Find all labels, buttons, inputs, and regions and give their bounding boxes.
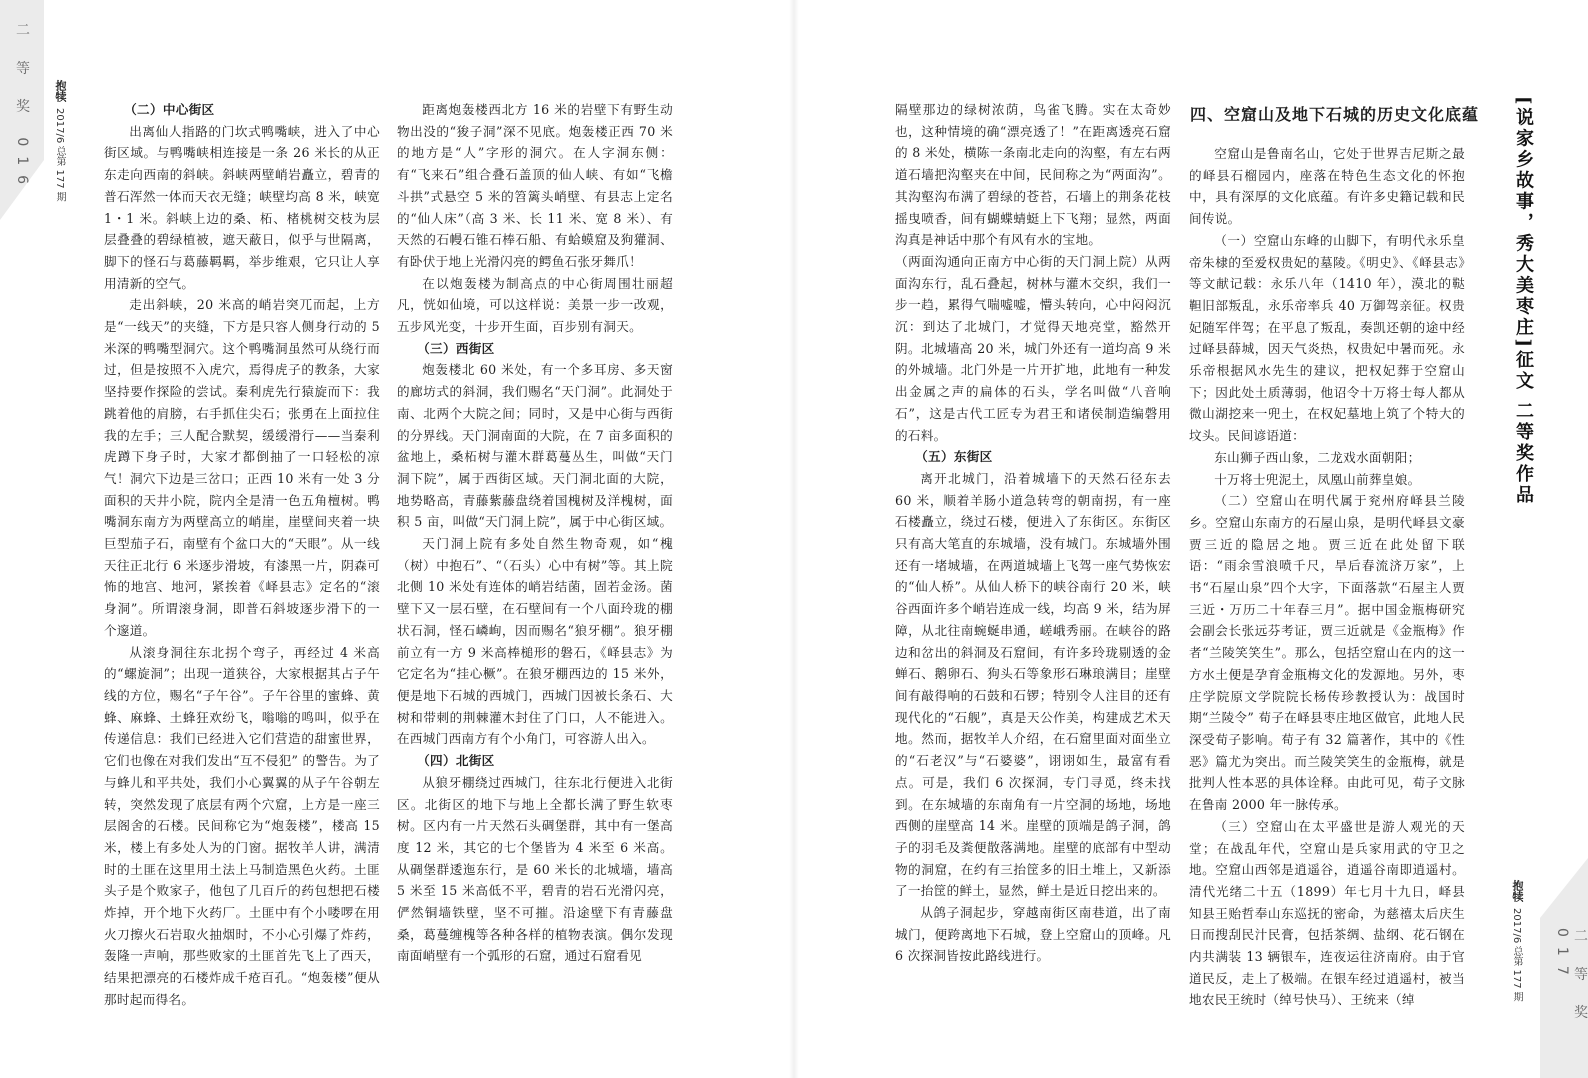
folk-verse-line: 东山狮子西山象，二龙戏水面朝阳；: [1214, 449, 1421, 465]
paragraph: 从鸽子洞起步，穿越南街区南巷道，出了南城门，便跨离地下石城，登上空窟山的顶峰。凡 6 次探洞皆按此路线进行。: [895, 905, 1171, 964]
right-tab-corner: [1540, 858, 1588, 918]
column-1: [104, 99, 380, 1011]
paragraph: 出离仙人指路的门坎式鸭嘴峡，进入了中心街区域。与鸭嘴峡相连接是一条 26 米长的从正东走向西南的斜峡。斜峡两壁峭岩矗立，碧青的普石浑然一体而天衣无缝；峡壁均高 8 米，峡宽 1・1 米。斜峡上边的桑、柘、楮桃树交枝为层层叠叠的碧绿植被，遮天蔽日，似乎与世隔离，脚下的怪石与葛藤羁羁，举步维艰，它只让人享用清新的空气。: [104, 123, 380, 291]
heading-north-district: （四）北街区: [417, 753, 495, 769]
right-journal-name: 抱犊: [1511, 880, 1524, 902]
series-title-vertical: [说家乡故事，秀大美枣庄]征文 二等奖作品: [1513, 96, 1534, 507]
column-4: [1189, 143, 1465, 1011]
left-issue-label: 2017/6 总第 177 期: [54, 108, 65, 202]
paragraph: 空窟山是鲁南名山，它处于世界吉尼斯之最的峄县石榴园内，座落在特色生态文化的怀抱中，具有深厚的文化底蕴。有许多史籍记载和民间传说。: [1189, 146, 1465, 227]
folk-verse-line: 十万将士兜泥土，凤凰山前葬皇娘。: [1214, 471, 1421, 487]
right-issue-label: 2017/6 总第 177 期: [1511, 908, 1522, 1002]
paragraph: 隔壁那边的绿树浓荫，鸟雀飞腾。实在太奇妙也，这种情境的确“漂亮透了！”在距离透亮石窟的 8 米处，横陈一条南北走向的沟壑，有左右两道石墙把沟壑夹在中间，民间称之为“两面沟”。其沟壑沟布满了碧绿的苍苔，石墙上的荆条花枝摇曳喷香，间有蝴蝶蜻蜓上下飞翔；显然，两面沟真是神话中那个有风有水的宝地。: [895, 102, 1171, 248]
column-2: [397, 99, 673, 967]
paragraph: 天门洞上院有多处自然生物奇观，如“槐（树）中抱石”、“（石头）心中有树”等。其上院北侧 10 米处有连体的峭岩结菌，固若金汤。菌壁下又一层石壁，在石壁间有一个八面玲珑的棚状石洞，怪石嶙峋，因而赐名“狼牙棚”。狼牙棚前立有一方 9 米高棒槌形的磐石，《峄县志》为它定名为“挂心橛”。在狼牙棚西边的 15 米外，便是地下石城的西城门，西城门因被长条石、大树和带刺的荆棘灌木封住了门口，人不能进入。在西城门西南方有个小角门，可容游人出入。: [397, 536, 673, 747]
left-journal-name: 抱犊: [54, 80, 67, 102]
heading-central-district: （二）中心街区: [124, 102, 215, 117]
paragraph: （二）空窟山在明代属于兖州府峄县兰陵乡。空窟山东南方的石屋山泉，是明代峄县文豪贾三近的隐居之地。贾三近在此处留下联语：“雨余雪浪喷千尺，旱后春流济万家”，上书“石屋山泉”四个大字，下面落款“石屋主人贾三近・万历二十年春三月”。据中国金瓶梅研究会副会长张远芬考证，贾三近就是《金瓶梅》作者“兰陵笑笑生”。那么，包括空窟山在内的这一方水土便是孕育金瓶梅文化的发源地。另外，枣庄学院原文学院院长杨传珍教授认为：战国时期“兰陵令” 荀子在峄县枣庄地区做官，此地人民深受荀子影响。荀子有 32 篇著作，其中的《性恶》篇尤为突出。而兰陵笑笑生的金瓶梅，就是批判人性本恶的具体诠释。由此可见，荀子文脉在鲁南 2000 年一脉传承。: [1189, 493, 1465, 813]
page-gutter: [789, 0, 799, 1078]
paragraph: （三）空窟山在太平盛世是游人观光的天堂；在战乱年代，空窟山是兵家用武的守卫之地。空窟山西邻是逍遥谷，逍遥谷南即逍遥村。清代光绪二十五（1899）年七月十九日，峄县知县王贻哲奉山东巡抚的密命，为慈禧太后庆生日而搜刮民汁民膏，包括茶绸、盐纲、花石钢在内共满装 13 辆银车，连夜运往济南府。由于官道民反，走上了极端。在银车经过逍遥村，被当地农民王统时（绰号快马）、王统来（绰: [1189, 818, 1465, 1008]
paragraph: 距离炮轰楼西北方 16 米的岩壁下有野生动物出没的“狻子洞”深不见底。炮轰楼正西 70 米的地方是“人”字形的洞穴。在人字洞东侧：有“飞来石”组合叠石盖顶的仙人峡、有如“飞檐斗拱”式悬空 5 米的笤篱头峭壁、有县志上定名的“仙人床”（高 3 米、长 11 米、宽 8 米）、有天然的石幔石锥石棒石船、有蛤蟆窟及狗獾洞、有卧伏于地上光滑闪亮的鳄鱼石张牙舞爪！: [397, 102, 673, 269]
right-award-label: 二 等 奖 017: [1554, 928, 1588, 1029]
column-3: [895, 99, 1171, 967]
paragraph: （两面沟通向正南方中心街的天门洞上院）从两面沟东行，乱石叠起，树林与灌木交织，我们一步一趋，累得气喘嘘嘘，懵头转向，心中闷闷沉沉：到达了北城门，才觉得天地亮堂，豁然开阴。北城墙高 20 米，城门外还有一道均高 9 米的外城墙。北门外是一片开扩地，此地有一种发出金属之声的扁体的石头，学名叫做“八音响石”，这是古代工匠专为君王和诸侯制造编磬用的石料。: [895, 253, 1171, 443]
paragraph: 在以炮轰楼为制高点的中心街周围壮丽超凡，恍如仙境，可以这样说：美景一步一改观，五步风光变，十步开生面，百步别有洞天。: [397, 275, 673, 335]
paragraph: 走出斜峡，20 米高的峭岩突兀而起，上方是“一线天”的夹缝，下方是只容人侧身行动的 5 米深的鸭嘴型洞穴。这个鸭嘴洞虽然可从绕行而过，但是按照不入虎穴，焉得虎子的教条，大家坚持要作探险的尝试。秦利虎先行猿旋而下：我跳着他的肩膀，右手抓住尖石；张勇在上面拉住我的左手；三人配合默契，缓缓滑行——当秦利虎蹲下身子时，大家才都倒抽了一口轻松的凉气！洞穴下边是三岔口；正西 10 米有一处 3 分面积的天井小院，院内全是清一色五角檀树。鸭嘴洞东南方为两壁高立的峭崖，崖壁间夹着一块巨型茄子石，南壁有个盆口大的“天眼”。从一线天往正北行 6 米逐步滑坡，有漆黑一片，阴森可怖的地宫、地河，紧挨着《峄县志》定名的“滚身洞”。所谓滚身洞，即普石斜坡逐步滑下的一个邃道。: [104, 297, 380, 638]
paragraph: （一）空窟山东峰的山脚下，有明代永乐皇帝朱棣的至爱权贵妃的墓陵。《明史》、《峄县志》等文献记载：永乐八年（1410 年），漠北的鞑靼旧部叛乱，永乐帝率兵 40 万御驾亲征。权贵妃随军伴驾；在平息了叛乱，奏凯还朝的途中经过峄县薛城，因天气炎热，权贵妃中暑而死。永乐帝根据风水先生的建议，把权妃葬于空窟山下；因此处土质薄弱，他诏令十万将士每人都从微山湖挖来一兜土，在权妃墓地上筑了个特大的坟头。民间谚语道：: [1189, 232, 1465, 444]
paragraph: 离开北城门，沿着城墙下的天然石径东去 60 米，顺着羊肠小道急转弯的朝南拐，有一座石楼矗立，绕过石楼，便进入了东街区。东街区只有高大笔直的东城墙，没有城门。东城墙外围还有一堵城墙，在两道城墙上飞驾一座气势恢宏的“仙人桥”。从仙人桥下的峡谷南行 20 米，峡谷西面许多个峭岩连成一线，均高 9 米，结为屏障，从北往南蜿蜒串通，嵯峨秀丽。在峡谷的路边和岔出的斜洞及石窟间，有许多玲珑剔透的金蝉石、鹅卵石、狗头石等象形石琳琅满目；崖壁间有敲得响的石鼓和石锣；特别令人注目的还有现代化的“石舰”，真是天公作美，构建成艺术天地。然而，据牧羊人介绍，在石窟里面对面坐立的“石老汉”与“石婆婆”，诩诩如生，最富有看点。可是，我们 6 次探洞，专门寻觅，终未找到。在东城墙的东南角有一片空洞的场地，场地西侧的崖壁高 14 米。崖壁的顶端是鸽子洞，鸽子的羽毛及粪便散落满地。崖壁的底部有中型动物的洞窟，在约有三抬筐多的旧土堆上，又新添了一抬筐的鲜土，显然，鲜土是近日挖出来的。: [895, 470, 1171, 899]
left-award-label: 二 等 奖 016: [14, 22, 30, 195]
paragraph: 从狼牙棚绕过西城门，往东北行便进入北街区。北街区的地下与地上全都长满了野生软枣树。区内有一片天然石头碉堡群，其中有一堡高度 12 米，其它的七个堡皆为 4 米至 6 米高。从碉堡群逶迤东行，是 60 米长的北城墙，墙高 5 米至 15 米高低不平，碧青的岩石光滑闪亮，俨然铜墙铁壁，坚不可摧。沿途壁下有青藤盘桑，葛蔓缠槐等各种各样的植物表演。偶尔发现南面峭壁有一个弧形的石窟，通过石窟看见: [397, 774, 673, 964]
paragraph: 炮轰楼北 60 米处，有一个多耳房、多天窗的廊坊式的斜洞，我们赐名“天门洞”。此洞处于南、北两个大院之间；同时，又是中心街与西街的分界线。天门洞南面的大院，在 7 亩多面积的盆地上，桑柘树与灌木群葛蔓丛生，叫做“天门洞下院”，属于西街区域。天门洞北面的大院，地势略高，青藤紫藤盘绕着国槐树及洋槐树，面积 5 亩，叫做“天门洞上院”，属于中心街区域。: [397, 362, 673, 530]
paragraph: 从滚身洞往东北拐个弯子，再经过 4 米高的“螺旋洞”；出现一道狭谷，大家根据其占子午线的方位，赐名“子午谷”。子午谷里的蜜蜂、黄蜂、麻蜂、土蜂狂欢纷飞，嗡嗡的鸣叫，似乎在传递信息：我们已经进入它们营造的甜蜜世界，它们也像在对我们发出“互不侵犯” 的警告。为了与蜂儿和平共处，我们小心翼翼的从子午谷朝左转，突然发现了底层有两个穴窟，上方是一座三层阁舍的石楼。民间称它为“炮轰楼”，楼高 15 米，楼上有多处人为的门窗。据牧羊人讲，满清时的土匪在这里用土法上马制造黑色火药。土匪头子是个败家子，他包了几百斤的药包想把石楼炸掉，开个地下火药厂。土匪中有个小喽啰在用火刀擦火石岩取火抽烟时，不小心引爆了炸药，轰隆一声响，那些败家的土匪首先飞上了西天，结果把漂亮的石楼炸成千疮百孔。“炮轰楼”便从那时起而得名。: [104, 644, 380, 1007]
heading-west-district: （三）西街区: [417, 340, 495, 356]
section-four-title: 四、空窟山及地下石城的历史文化底蕴: [1190, 105, 1480, 124]
heading-east-district: （五）东街区: [915, 449, 993, 465]
